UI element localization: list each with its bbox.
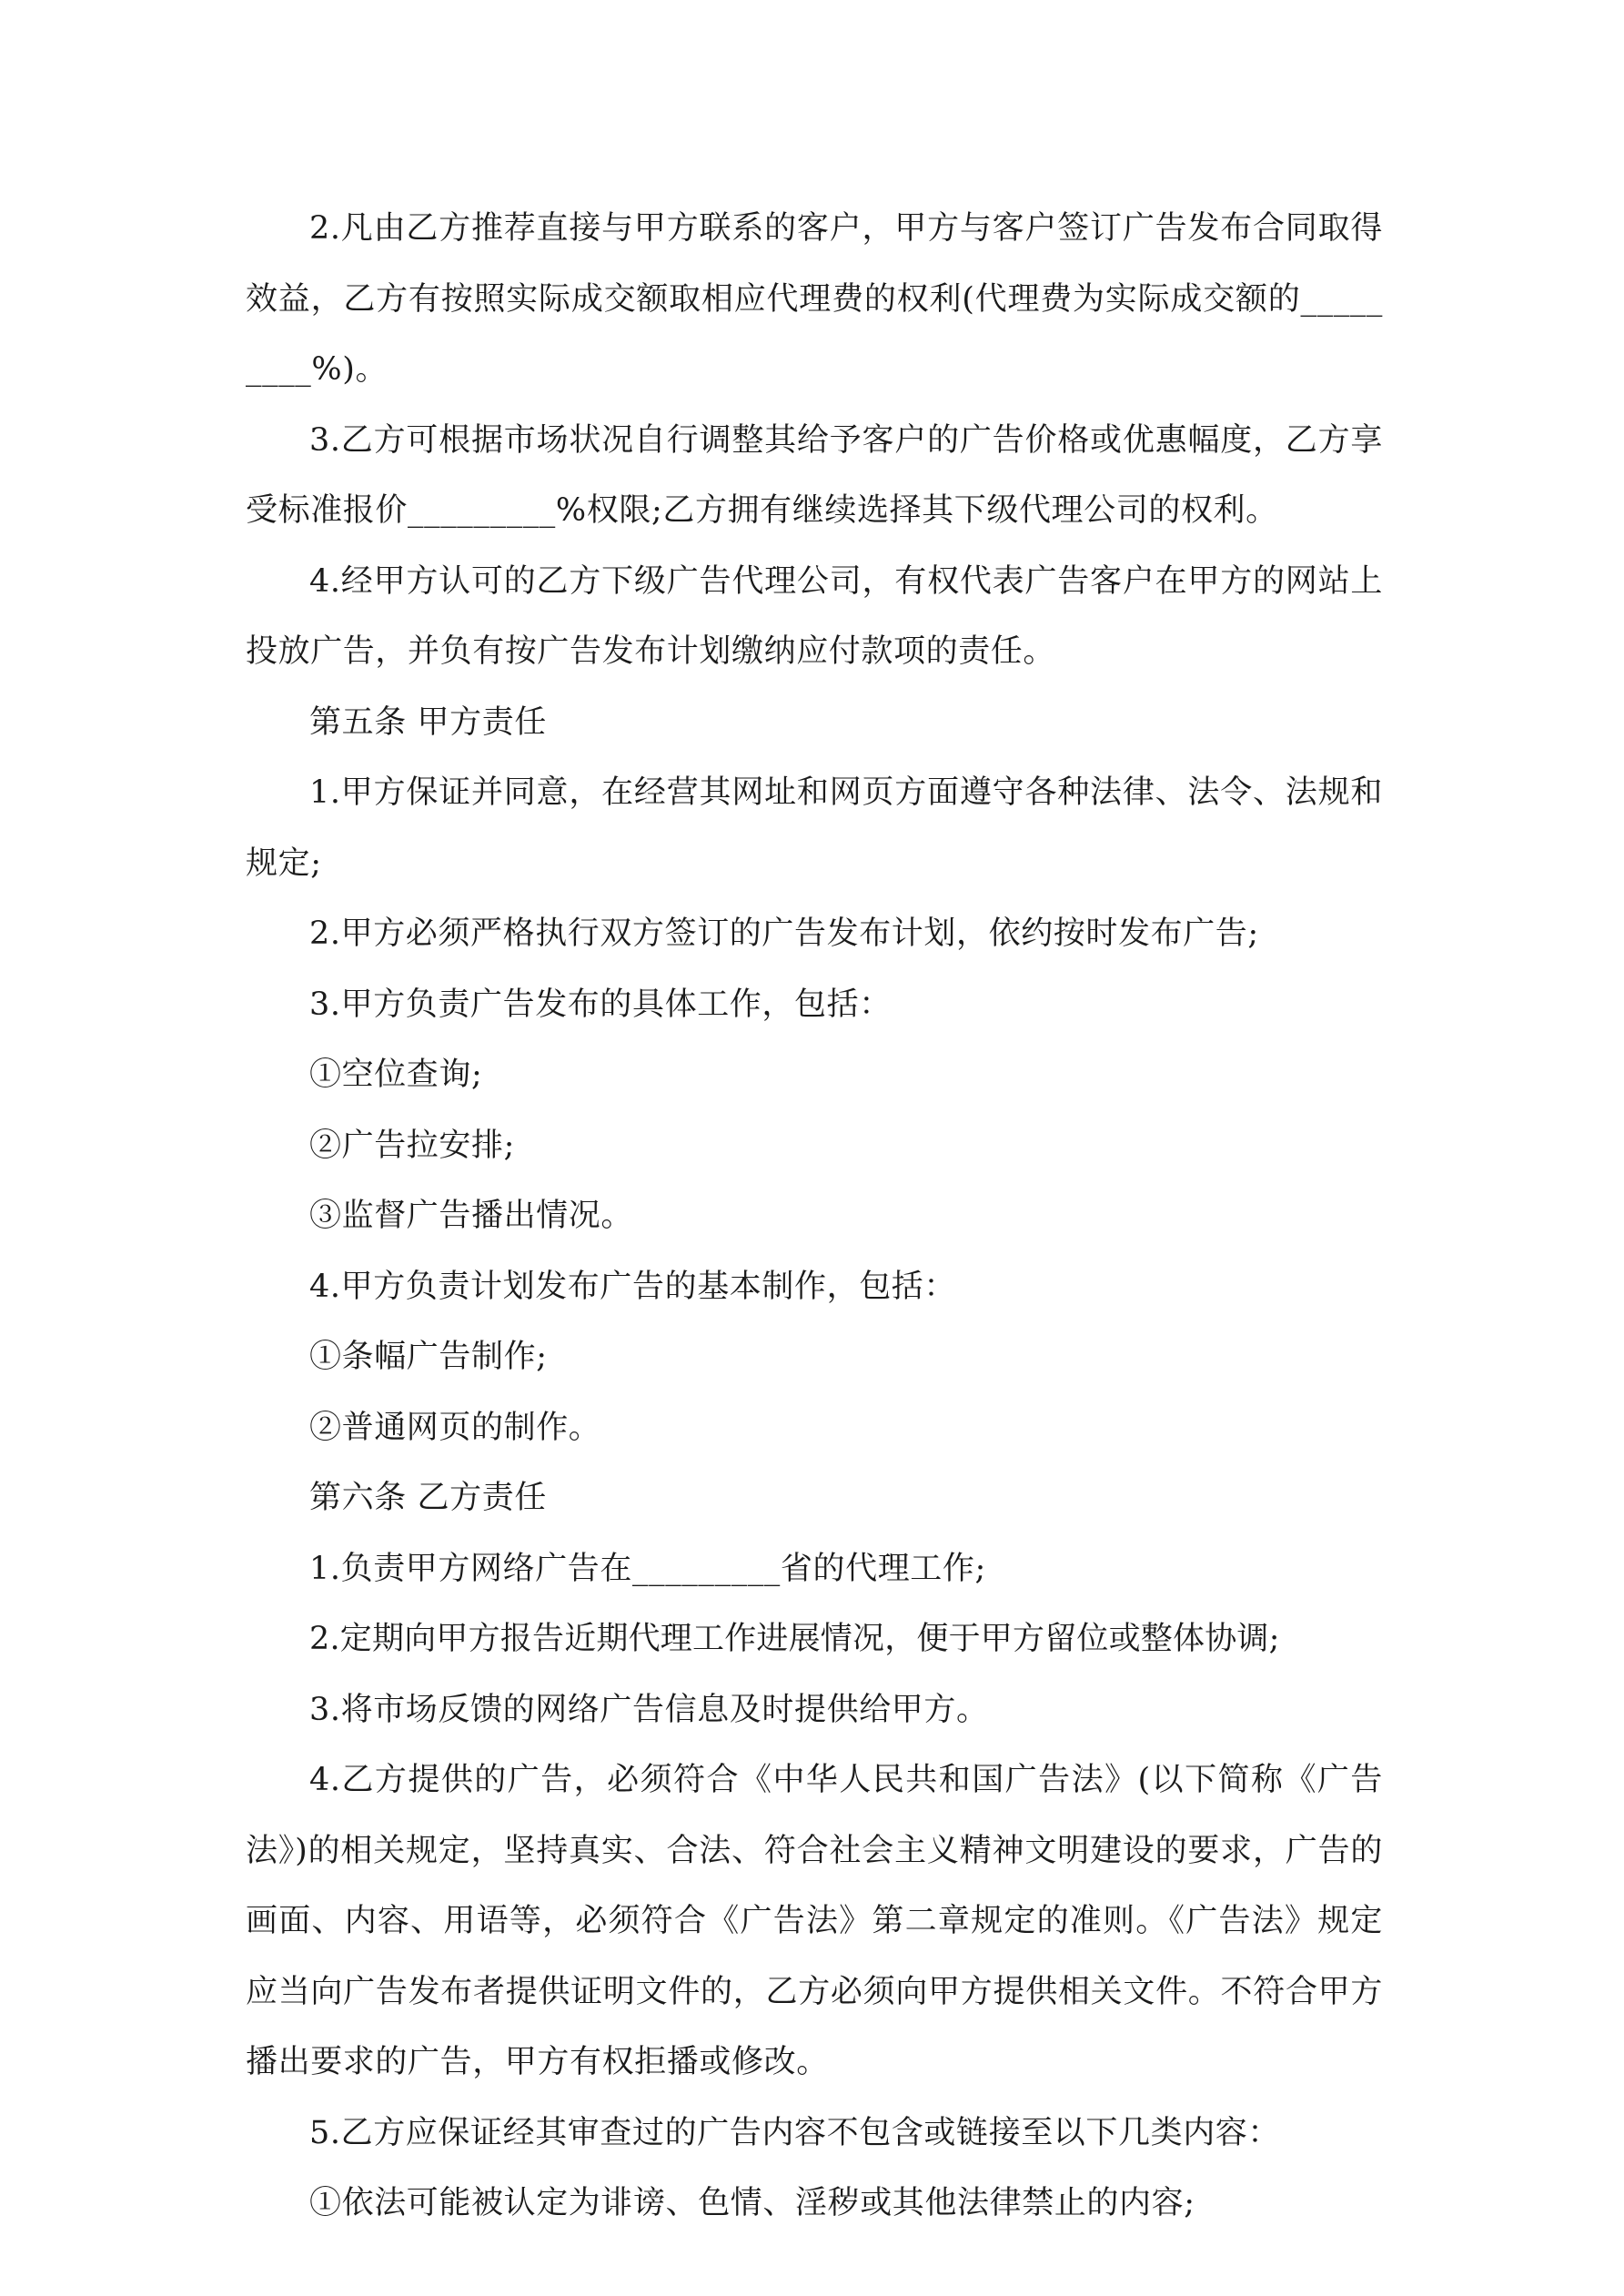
clause-5-4-item-1: ①条幅广告制作; xyxy=(309,1339,548,1375)
clause-5-4-item-2: ②普通网页的制作。 xyxy=(309,1409,601,1446)
article-5-heading: 第五条 甲方责任 xyxy=(309,703,547,741)
clause-6-5: 5.乙方应保证经其审查过的广告内容不包含或链接至以下几类内容： xyxy=(309,2114,1280,2151)
clause-4-3: 3.乙方可根据市场状况自行调整其给予客户的广告价格或优惠幅度，乙方享受标准报价_________%权限;乙方拥有继续选择其下级代理公司的权利。 xyxy=(246,421,1383,529)
clause-5-2: 2.甲方必须严格执行双方签订的广告发布计划，依约按时发布广告; xyxy=(309,915,1259,952)
clause-5-3-item-3: ③监督广告播出情况。 xyxy=(309,1198,634,1234)
clause-6-5-item-1: ①依法可能被认定为诽谤、色情、淫秽或其他法律禁止的内容; xyxy=(309,2185,1195,2221)
clause-4-2: 2.凡由乙方推荐直接与甲方联系的客户，甲方与客户签订广告发布合同取得效益，乙方有按照实际成交额取相应代理费的权利(代理费为实际成交额的_________%)。 xyxy=(246,210,1383,388)
document-body xyxy=(246,194,1383,2240)
clause-4-4: 4.经甲方认可的乙方下级广告代理公司，有权代表广告客户在甲方的网站上投放广告，并负有按广告发布计划缴纳应付款项的责任。 xyxy=(246,562,1383,670)
clause-5-1: 1.甲方保证并同意，在经营其网址和网页方面遵守各种法律、法令、法规和规定; xyxy=(246,774,1383,882)
clause-5-3-item-1: ①空位查询; xyxy=(309,1057,483,1093)
clause-6-2: 2.定期向甲方报告近期代理工作进展情况，便于甲方留位或整体协调; xyxy=(309,1621,1280,1657)
clause-5-4: 4.甲方负责计划发布广告的基本制作，包括： xyxy=(309,1268,956,1305)
article-6-heading: 第六条 乙方责任 xyxy=(309,1480,547,1516)
clause-5-3: 3.甲方负责广告发布的具体工作，包括： xyxy=(309,986,892,1023)
clause-6-1: 1.负责甲方网络广告在_________省的代理工作; xyxy=(309,1550,986,1587)
clause-6-3: 3.将市场反馈的网络广告信息及时提供给甲方。 xyxy=(309,1691,989,1728)
clause-6-4: 4.乙方提供的广告，必须符合《中华人民共和国广告法》(以下简称《广告法》)的相关规定，坚持真实、合法、符合社会主义精神文明建设的要求，广告的画面、内容、用语等，必须符合《广告法》第二章规定的准则。《广告法》规定应当向广告发布者提供证明文件的，乙方必须向甲方提供相关文件。不符合甲方播出要求的广告，甲方有权拒播或修改。 xyxy=(246,1762,1383,2080)
clause-5-3-item-2: ②广告拉安排; xyxy=(309,1127,515,1164)
